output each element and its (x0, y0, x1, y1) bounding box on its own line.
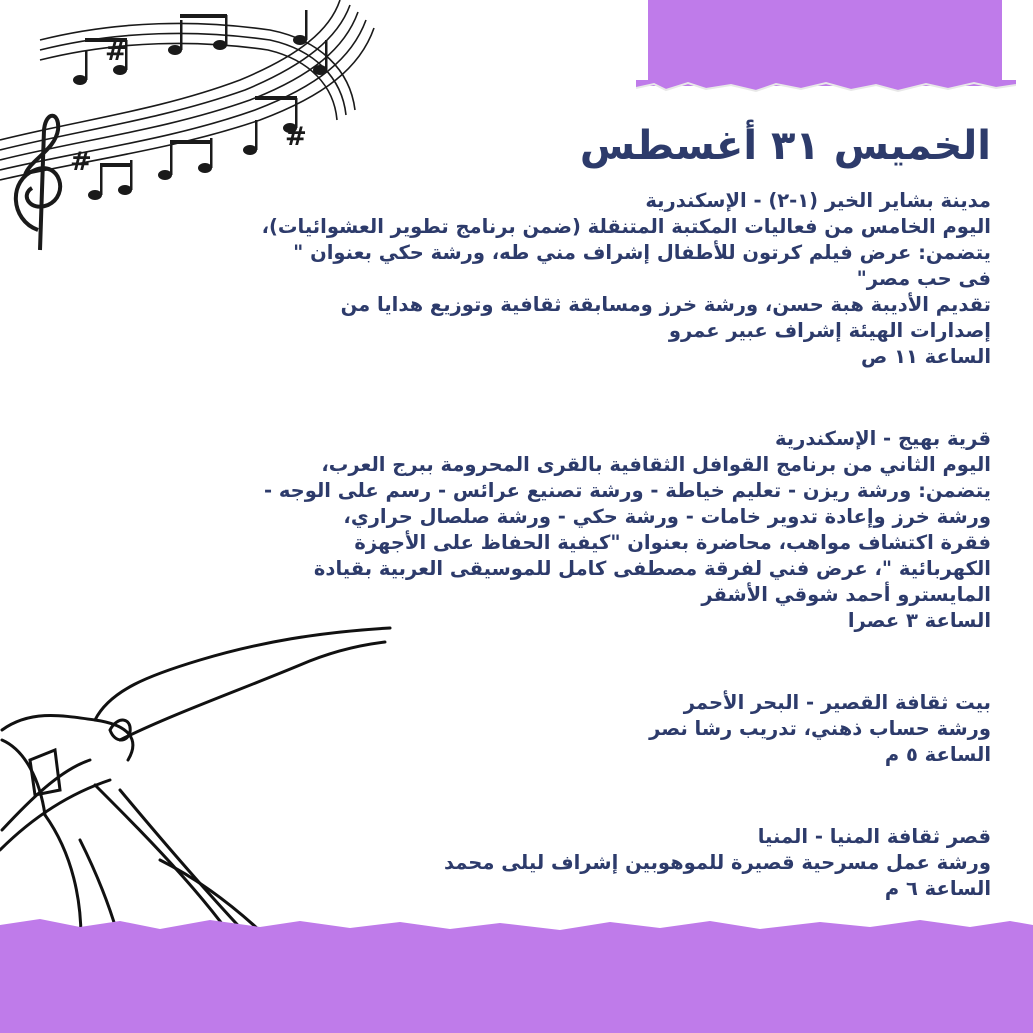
event-line: يتضمن: ورشة ريزن - تعليم خياطة - ورشة تصنيع عرائس - رسم على الوجه - (263, 479, 991, 502)
event-line: اليوم الخامس من فعاليات المكتبة المتنقلة (ضمن برنامج تطوير العشوائيات)، (261, 215, 991, 238)
event-line: فى حب مصر" (856, 267, 991, 290)
event-line: المايسترو أحمد شوقي الأشقر (701, 583, 991, 606)
event-line: ورشة حساب ذهني، تدريب رشا نصر (649, 717, 991, 740)
event-line: قصر ثقافة المنيا - المنيا (757, 825, 991, 848)
event-line: ورشة عمل مسرحية قصيرة للموهوبين إشراف ليلى محمد (443, 851, 991, 874)
event-line: فقرة اكتشاف مواهب، محاضرة بعنوان "كيفية الحفاظ على الأجهزة (354, 531, 991, 554)
event-time: الساعة ١١ ص (861, 345, 991, 368)
event-time: الساعة ٦ م (884, 877, 991, 900)
torn-paper-edge (636, 80, 1016, 102)
svg-text:#: # (285, 122, 307, 152)
event-time: الساعة ٥ م (884, 743, 991, 766)
event-line: اليوم الثاني من برنامج القوافل الثقافية بالقرى المحرومة ببرج العرب، (321, 453, 991, 476)
svg-text:#: # (105, 37, 127, 67)
event-block (263, 426, 991, 634)
page-title: الخميس ٣١ أغسطس (579, 123, 991, 169)
event-block (271, 824, 991, 902)
event-line: ورشة خرز وإعادة تدوير خامات - ورشة حكي - ورشة صلصال حراري، (343, 505, 991, 528)
event-line: يتضمن: عرض فيلم كرتون للأطفال إشراف مني طه، ورشة حكي بعنوان " (293, 241, 991, 264)
event-line: بيت ثقافة القصير - البحر الأحمر (683, 691, 991, 714)
purple-top-band (648, 0, 1002, 86)
event-line: تقديم الأديبة هبة حسن، ورشة خرز ومسابقة ثقافية وتوزيع هدايا من (340, 293, 991, 316)
event-line: إصدارات الهيئة إشراف عبير عمرو (668, 319, 991, 342)
event-block (261, 188, 991, 370)
event-schedule (261, 110, 991, 958)
event-line: الكهربائية "، عرض فني لفرقة مصطفى كامل للموسيقى العربية بقيادة (313, 557, 991, 580)
event-time: الساعة ٣ عصرا (847, 609, 991, 632)
svg-text:#: # (70, 147, 92, 177)
event-line: مدينة بشاير الخير (١-٢) - الإسكندرية (645, 189, 991, 212)
event-line: قرية بهيج - الإسكندرية (774, 427, 991, 450)
event-block (271, 690, 991, 768)
